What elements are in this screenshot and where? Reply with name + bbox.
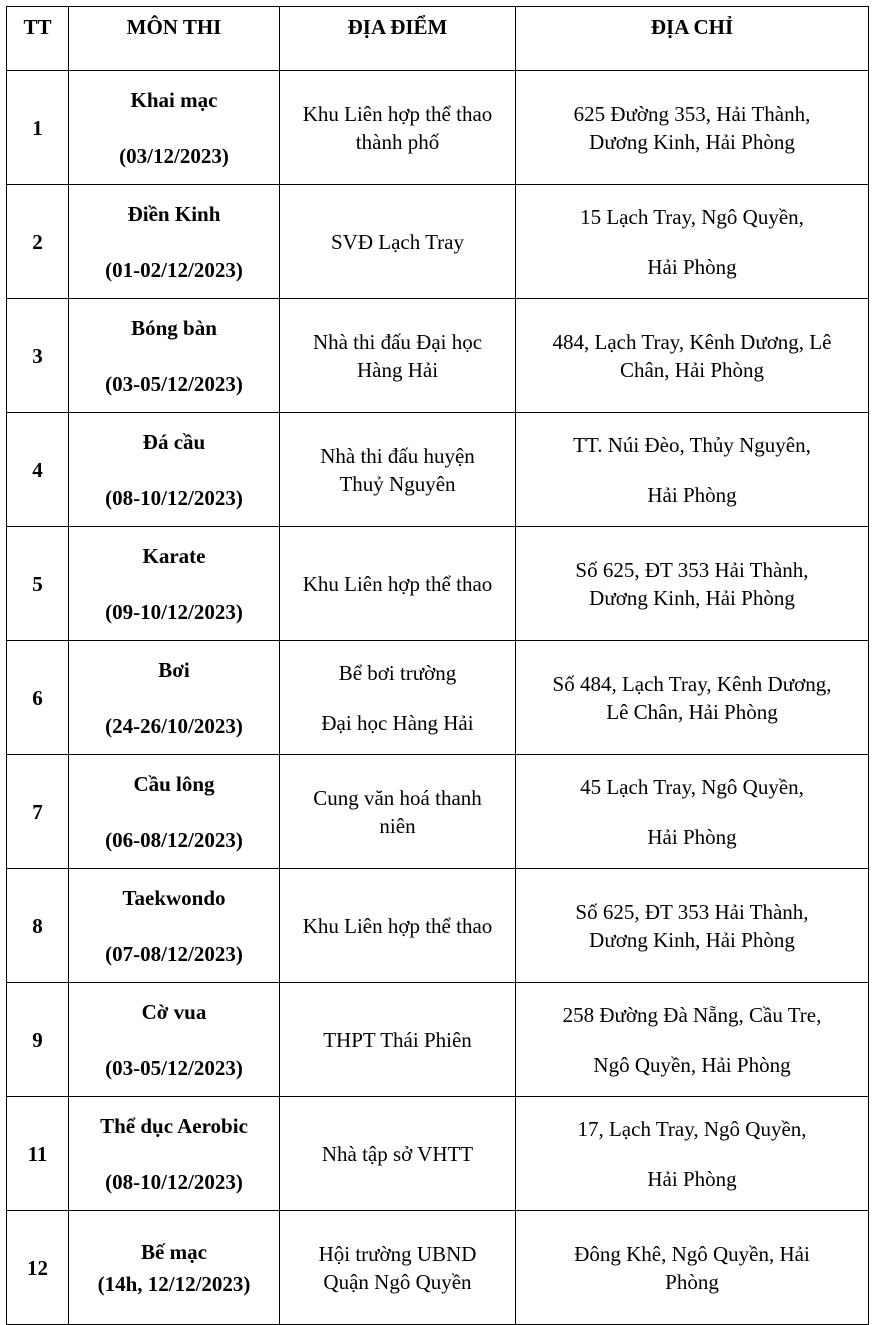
venue-line: Cung văn hoá thanh xyxy=(313,785,482,810)
address-cell xyxy=(516,185,869,299)
event-name: Bóng bàn xyxy=(131,315,217,340)
event-cell xyxy=(69,299,280,413)
header-venue: ĐỊA ĐIỂM xyxy=(280,7,516,71)
row-number: 7 xyxy=(7,755,69,869)
row-number: 5 xyxy=(7,527,69,641)
table-row xyxy=(7,185,869,299)
schedule-table xyxy=(6,6,869,1325)
event-name: Taekwondo xyxy=(122,885,226,910)
event-date: (08-10/12/2023) xyxy=(105,485,243,510)
address-line: TT. Núi Đèo, Thủy Nguyên, xyxy=(573,432,811,457)
address-cell xyxy=(516,983,869,1097)
address-cell xyxy=(516,71,869,185)
venue-line: THPT Thái Phiên xyxy=(323,1027,472,1052)
venue-line: Bể bơi trường xyxy=(338,660,457,685)
address-line: 484, Lạch Tray, Kênh Dương, Lê xyxy=(552,329,832,354)
header-event: MÔN THI xyxy=(69,7,280,71)
address-line: Hải Phòng xyxy=(647,482,737,507)
address-line: Dương Kinh, Hải Phòng xyxy=(589,129,795,154)
venue-cell xyxy=(280,869,516,983)
row-number: 3 xyxy=(7,299,69,413)
address-line: Phòng xyxy=(665,1269,719,1294)
venue-line: Nhà tập sở VHTT xyxy=(321,1141,474,1166)
table-row xyxy=(7,527,869,641)
venue-line: Đại học Hàng Hải xyxy=(321,710,474,735)
address-cell xyxy=(516,1097,869,1211)
event-cell xyxy=(69,755,280,869)
table-row xyxy=(7,869,869,983)
event-cell xyxy=(69,641,280,755)
venue-line: Hội trường UBND xyxy=(318,1241,477,1266)
event-name: Bơi xyxy=(158,657,190,682)
event-name: Cầu lông xyxy=(133,771,215,796)
event-date: (03-05/12/2023) xyxy=(105,371,243,396)
address-line: Hải Phòng xyxy=(647,824,737,849)
venue-cell xyxy=(280,71,516,185)
venue-line: Khu Liên hợp thể thao xyxy=(302,913,493,938)
address-line: Chân, Hải Phòng xyxy=(619,357,765,382)
venue-line: Quận Ngô Quyền xyxy=(323,1269,472,1294)
address-line: 17, Lạch Tray, Ngô Quyền, xyxy=(577,1116,807,1141)
venue-line: Hàng Hải xyxy=(356,357,439,382)
row-number: 1 xyxy=(7,71,69,185)
address-line: 258 Đường Đà Nẵng, Cầu Tre, xyxy=(562,1002,822,1027)
venue-line: SVĐ Lạch Tray xyxy=(330,229,464,254)
venue-cell xyxy=(280,299,516,413)
venue-cell xyxy=(280,413,516,527)
table-row xyxy=(7,71,869,185)
address-line: Số 484, Lạch Tray, Kênh Dương, xyxy=(552,671,832,696)
venue-line: Thuỷ Nguyên xyxy=(339,471,456,496)
venue-cell xyxy=(280,1211,516,1325)
venue-line: Nhà thi đấu huyện xyxy=(320,443,475,468)
table-row xyxy=(7,755,869,869)
event-date: (03/12/2023) xyxy=(119,143,229,168)
address-line: Hải Phòng xyxy=(647,1166,737,1191)
address-line: Số 625, ĐT 353 Hải Thành, xyxy=(575,557,809,582)
event-date: (24-26/10/2023) xyxy=(105,713,243,738)
event-name: Điền Kinh xyxy=(127,201,221,226)
address-line: 15 Lạch Tray, Ngô Quyền, xyxy=(580,204,804,229)
table-row xyxy=(7,1211,869,1325)
row-number: 6 xyxy=(7,641,69,755)
event-date: (08-10/12/2023) xyxy=(105,1169,243,1194)
address-line: Số 625, ĐT 353 Hải Thành, xyxy=(575,899,809,924)
venue-line: Khu Liên hợp thể thao xyxy=(302,571,493,596)
event-name: Thể dục Aerobic xyxy=(100,1113,248,1138)
venue-cell xyxy=(280,755,516,869)
event-date: (01-02/12/2023) xyxy=(105,257,243,282)
event-cell xyxy=(69,1097,280,1211)
event-date: (03-05/12/2023) xyxy=(105,1055,243,1080)
table-row xyxy=(7,641,869,755)
venue-cell xyxy=(280,1097,516,1211)
row-number: 2 xyxy=(7,185,69,299)
table-row xyxy=(7,413,869,527)
event-name: Bế mạc xyxy=(141,1239,207,1264)
event-cell xyxy=(69,869,280,983)
address-line: Lê Chân, Hải Phòng xyxy=(606,699,778,724)
venue-line: thành phố xyxy=(355,129,440,154)
event-cell xyxy=(69,185,280,299)
address-line: 625 Đường 353, Hải Thành, xyxy=(573,101,811,126)
address-line: Hải Phòng xyxy=(647,254,737,279)
header-row xyxy=(7,7,869,71)
address-line: Đông Khê, Ngô Quyền, Hải xyxy=(574,1241,810,1266)
event-cell xyxy=(69,71,280,185)
table-row xyxy=(7,983,869,1097)
address-cell xyxy=(516,299,869,413)
header-tt: TT xyxy=(7,7,69,71)
address-line: Dương Kinh, Hải Phòng xyxy=(589,927,795,952)
table-row xyxy=(7,299,869,413)
address-cell xyxy=(516,527,869,641)
row-number: 9 xyxy=(7,983,69,1097)
event-name: Cờ vua xyxy=(141,999,207,1024)
venue-cell xyxy=(280,983,516,1097)
event-name: Đá cầu xyxy=(142,429,206,454)
event-date: (09-10/12/2023) xyxy=(105,599,243,624)
event-cell xyxy=(69,1211,280,1325)
row-number: 8 xyxy=(7,869,69,983)
event-cell xyxy=(69,983,280,1097)
venue-line: niên xyxy=(379,813,416,838)
event-name: Karate xyxy=(142,543,206,568)
address-cell xyxy=(516,641,869,755)
venue-cell xyxy=(280,527,516,641)
event-date: (07-08/12/2023) xyxy=(105,941,243,966)
venue-cell xyxy=(280,641,516,755)
venue-line: Khu Liên hợp thể thao xyxy=(302,101,493,126)
address-cell xyxy=(516,1211,869,1325)
venue-line: Nhà thi đấu Đại học xyxy=(312,329,483,354)
event-date: (06-08/12/2023) xyxy=(105,827,243,852)
header-address: ĐỊA CHỈ xyxy=(516,7,869,71)
event-date: (14h, 12/12/2023) xyxy=(97,1271,251,1296)
address-line: Ngô Quyền, Hải Phòng xyxy=(593,1052,791,1077)
row-number: 11 xyxy=(7,1097,69,1211)
address-line: 45 Lạch Tray, Ngô Quyền, xyxy=(580,774,804,799)
row-number: 4 xyxy=(7,413,69,527)
row-number: 12 xyxy=(7,1211,69,1325)
address-cell xyxy=(516,755,869,869)
table-row xyxy=(7,1097,869,1211)
event-name: Khai mạc xyxy=(130,87,218,112)
address-cell xyxy=(516,413,869,527)
event-cell xyxy=(69,413,280,527)
event-cell xyxy=(69,527,280,641)
address-line: Dương Kinh, Hải Phòng xyxy=(589,585,795,610)
venue-cell xyxy=(280,185,516,299)
address-cell xyxy=(516,869,869,983)
